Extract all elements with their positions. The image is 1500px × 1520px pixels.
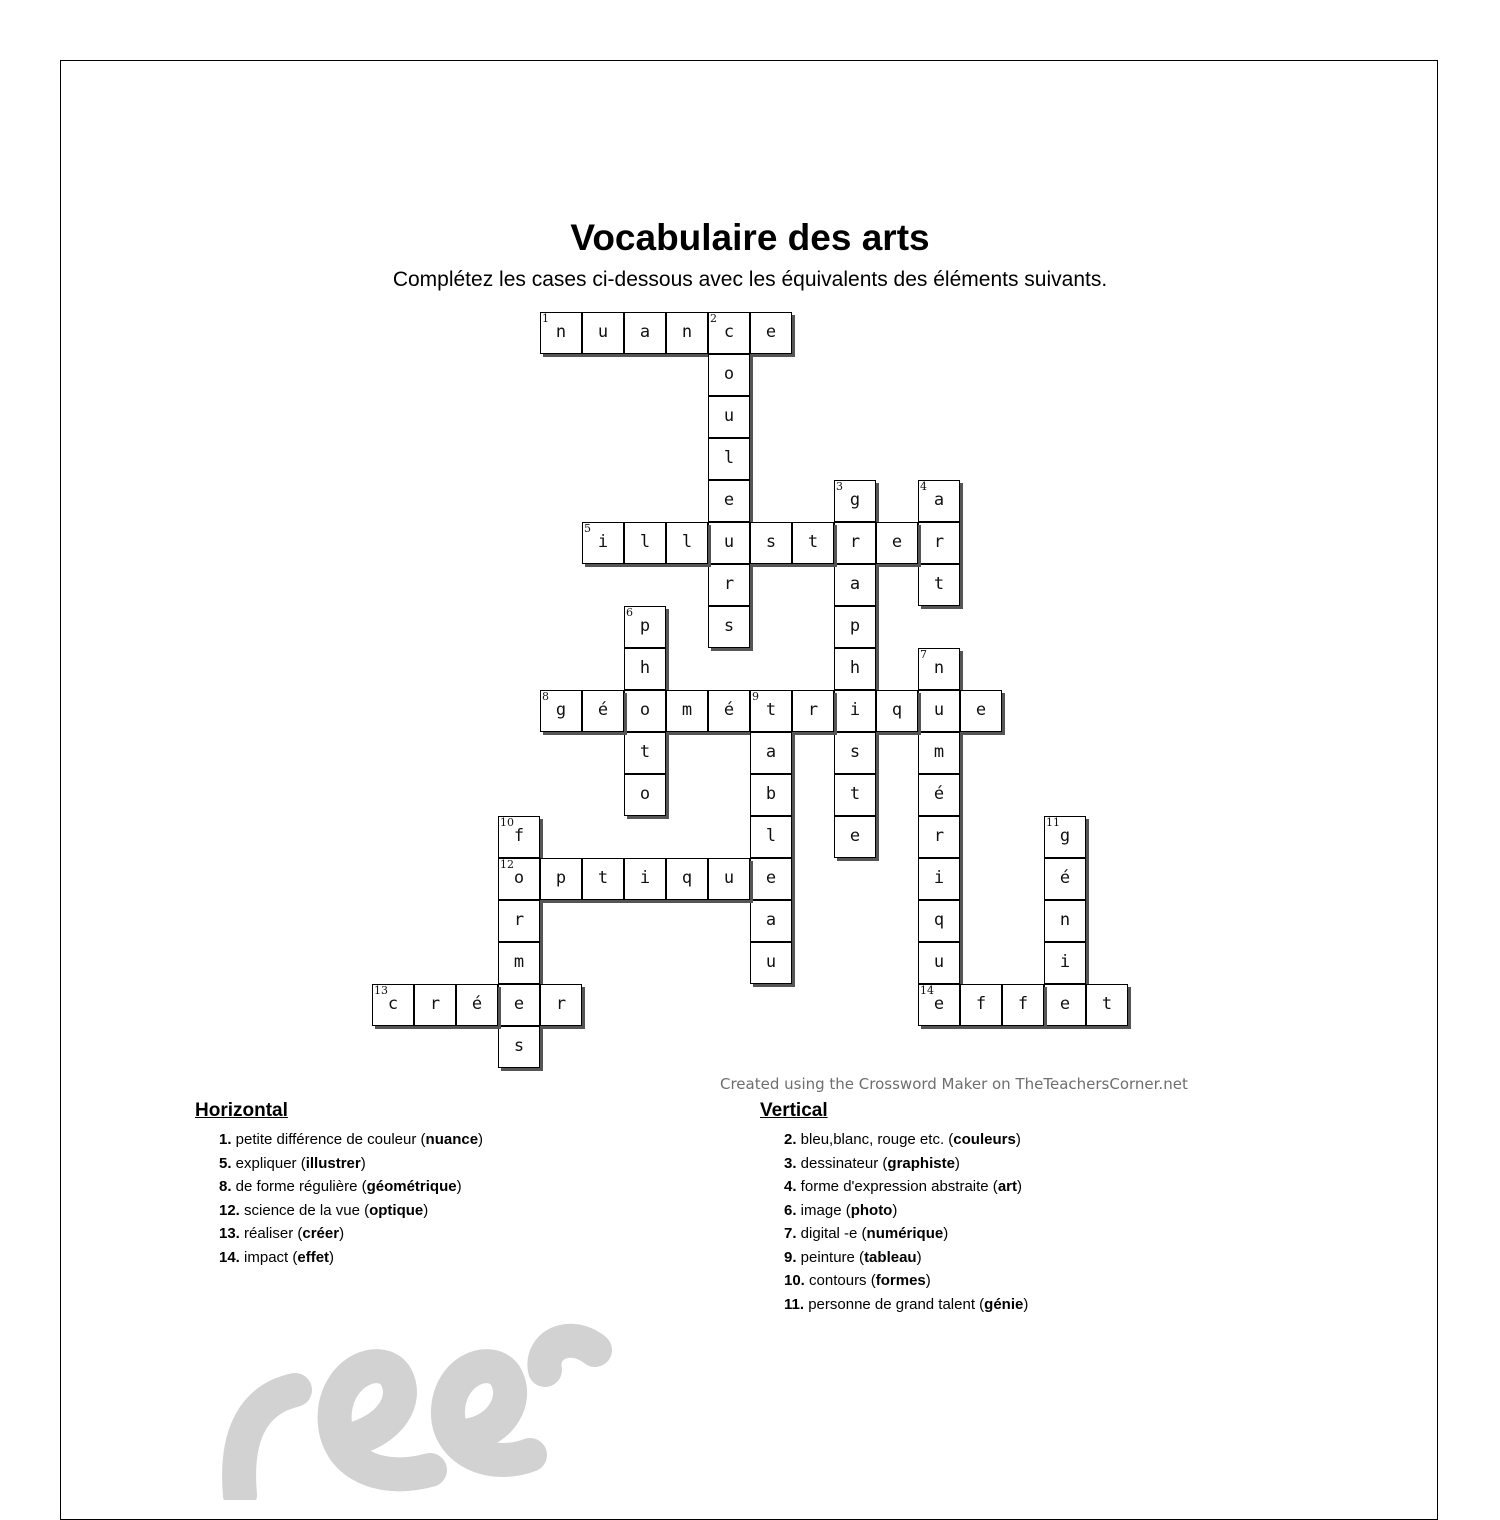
crossword-cell[interactable] [876, 690, 918, 732]
crossword-cell[interactable] [918, 774, 960, 816]
clue-number: 11 [1046, 816, 1060, 829]
crossword-cell[interactable] [834, 480, 876, 522]
credit-line: Created using the Crossword Maker on TheTeachersCorner.net [720, 1075, 1188, 1093]
clue-number-label: 8. [219, 1178, 232, 1195]
crossword-cell[interactable] [834, 690, 876, 732]
crossword-cell[interactable] [918, 522, 960, 564]
cell-letter: b [765, 784, 777, 804]
crossword-cell[interactable] [1044, 942, 1086, 984]
crossword-cell[interactable] [750, 858, 792, 900]
horizontal-clue [219, 1222, 483, 1246]
crossword-cell[interactable] [624, 312, 666, 354]
clue-number: 3 [836, 480, 843, 493]
cell-letter: t [765, 700, 777, 720]
clue-number: 5 [584, 522, 591, 535]
clue-text: image ( [796, 1201, 851, 1219]
horizontal-clue [219, 1175, 483, 1199]
clue-answer: géométrique [366, 1178, 457, 1195]
clue-text: ) [892, 1201, 898, 1219]
crossword-cell[interactable] [834, 732, 876, 774]
cell-letter: g [849, 490, 861, 510]
cell-letter: a [933, 490, 945, 510]
cell-letter: i [639, 868, 651, 888]
clue-text: ) [943, 1225, 949, 1242]
cell-letter: o [639, 784, 651, 804]
crossword-cell[interactable] [792, 522, 834, 564]
clue-answer: formes [875, 1272, 926, 1289]
horizontal-clue [219, 1128, 483, 1152]
cell-letter: h [849, 658, 861, 678]
clue-number: 6 [626, 606, 633, 619]
cell-letter: r [555, 994, 567, 1014]
cell-letter: o [639, 700, 651, 720]
cell-letter: n [1059, 910, 1071, 930]
clue-text: ) [339, 1225, 345, 1242]
cell-letter: n [681, 322, 693, 342]
cell-letter: u [723, 406, 735, 426]
crossword-cell[interactable] [750, 732, 792, 774]
cell-letter: c [387, 994, 399, 1014]
cell-letter: e [849, 826, 861, 846]
cell-letter: t [933, 574, 945, 594]
clue-text: personne de grand talent ( [804, 1295, 985, 1313]
clue-number: 13 [374, 984, 388, 997]
vertical-clue [784, 1269, 1028, 1293]
crossword-cell[interactable] [540, 984, 582, 1026]
crossword-cell[interactable] [1086, 984, 1128, 1026]
crossword-cell[interactable] [750, 942, 792, 984]
clue-text: ) [360, 1154, 366, 1172]
clue-text: bleu,blanc, rouge etc. ( [796, 1131, 954, 1148]
crossword-cell[interactable] [414, 984, 456, 1026]
clue-answer: créer [302, 1225, 340, 1242]
crossword-cell[interactable] [498, 900, 540, 942]
clue-number: 7 [920, 648, 927, 661]
clue-number-label: 12. [219, 1201, 240, 1219]
clue-text: ) [423, 1201, 429, 1219]
cell-letter: e [723, 490, 735, 510]
clue-number: 4 [920, 480, 927, 493]
cell-letter: r [429, 994, 441, 1014]
cell-letter: t [597, 868, 609, 888]
vertical-clue [784, 1175, 1028, 1199]
crossword-cell[interactable] [834, 522, 876, 564]
crossword-cell[interactable] [918, 984, 960, 1026]
cell-letter: e [1059, 994, 1071, 1014]
crossword-cell[interactable] [666, 312, 708, 354]
cell-letter: f [513, 826, 525, 846]
cell-letter: u [597, 322, 609, 342]
crossword-cell[interactable] [498, 984, 540, 1026]
clue-text: forme d'expression abstraite ( [796, 1178, 998, 1195]
crossword-cell[interactable] [918, 816, 960, 858]
crossword-cell[interactable] [582, 858, 624, 900]
vertical-clue [784, 1222, 1028, 1246]
cell-letter: g [555, 700, 567, 720]
crossword-cell[interactable] [708, 438, 750, 480]
clue-number-label: 10. [784, 1272, 805, 1289]
cell-letter: q [891, 700, 903, 720]
cell-letter: i [597, 532, 609, 552]
cell-letter: a [639, 322, 651, 342]
cell-letter: l [765, 826, 777, 846]
cell-letter: q [681, 868, 693, 888]
clue-text: science de la vue ( [239, 1201, 370, 1219]
clue-number: 8 [542, 690, 549, 703]
cell-letter: o [723, 364, 735, 384]
crossword-cell[interactable] [540, 690, 582, 732]
clue-number-label: 7. [784, 1225, 797, 1242]
clue-text: ) [925, 1272, 931, 1289]
vertical-heading: Vertical [760, 1100, 828, 1121]
crossword-cell[interactable] [708, 396, 750, 438]
crossword-cell[interactable] [624, 690, 666, 732]
cell-letter: m [681, 700, 693, 720]
cell-letter: f [975, 994, 987, 1014]
crossword-cell[interactable] [624, 606, 666, 648]
clue-number-label: 11. [784, 1295, 805, 1313]
clue-answer: graphiste [887, 1154, 955, 1172]
crossword-cell[interactable] [540, 312, 582, 354]
clue-text: ) [1017, 1178, 1022, 1195]
crossword-cell[interactable] [708, 522, 750, 564]
crossword-cell[interactable] [666, 522, 708, 564]
cell-letter: i [1059, 952, 1071, 972]
cell-letter: i [849, 700, 861, 720]
crossword-cell[interactable] [918, 732, 960, 774]
cell-letter: n [555, 322, 567, 342]
clue-text: petite différence de couleur ( [231, 1131, 426, 1148]
crossword-cell[interactable] [372, 984, 414, 1026]
crossword-cell[interactable] [918, 900, 960, 942]
crossword-cell[interactable] [708, 858, 750, 900]
cell-letter: s [849, 742, 861, 762]
crossword-cell[interactable] [498, 858, 540, 900]
crossword-cell[interactable] [750, 312, 792, 354]
cell-letter: a [765, 742, 777, 762]
page-subtitle: Complétez les cases ci-dessous avec les équivalents des éléments suivants. [392, 268, 1108, 291]
clue-text: expliquer ( [231, 1154, 306, 1172]
crossword-cell[interactable] [708, 312, 750, 354]
crossword-cell[interactable] [666, 690, 708, 732]
cell-letter: e [765, 322, 777, 342]
cell-letter: c [723, 322, 735, 342]
clue-number-label: 9. [784, 1248, 797, 1266]
cell-letter: e [513, 994, 525, 1014]
cell-letter: r [933, 826, 945, 846]
clue-text: ) [1023, 1295, 1029, 1313]
clue-number-label: 2. [784, 1131, 797, 1148]
crossword-cell[interactable] [918, 480, 960, 522]
watermark-script [200, 1320, 620, 1500]
clue-number: 14 [920, 984, 934, 997]
crossword-cell[interactable] [1044, 900, 1086, 942]
vertical-clue [784, 1293, 1028, 1317]
cell-letter: l [639, 532, 651, 552]
crossword-cell[interactable] [834, 774, 876, 816]
clue-text: digital -e ( [796, 1225, 867, 1242]
clue-text: peinture ( [796, 1248, 865, 1266]
crossword-cell[interactable] [582, 312, 624, 354]
crossword-cell[interactable] [708, 480, 750, 522]
clue-text: ) [329, 1248, 335, 1266]
clue-answer: effet [297, 1248, 330, 1266]
crossword-cell[interactable] [624, 648, 666, 690]
crossword-cell[interactable] [624, 732, 666, 774]
crossword-cell[interactable] [750, 522, 792, 564]
cell-letter: s [513, 1036, 525, 1056]
cell-letter: t [807, 532, 819, 552]
cell-letter: m [933, 742, 945, 762]
cell-letter: t [1101, 994, 1113, 1014]
clue-number: 1 [542, 312, 549, 325]
vertical-clue [784, 1152, 1028, 1176]
crossword-cell[interactable] [708, 354, 750, 396]
cell-letter: f [1017, 994, 1029, 1014]
crossword-cell[interactable] [918, 858, 960, 900]
cell-letter: l [681, 532, 693, 552]
crossword-cell[interactable] [456, 984, 498, 1026]
clue-answer: optique [369, 1201, 424, 1219]
crossword-cell[interactable] [624, 522, 666, 564]
cell-letter: m [513, 952, 525, 972]
crossword-cell[interactable] [792, 690, 834, 732]
clue-text: contours ( [804, 1272, 876, 1289]
cell-letter: r [849, 532, 861, 552]
clue-text: de forme régulière ( [231, 1178, 367, 1195]
crossword-cell[interactable] [1044, 816, 1086, 858]
clue-text: dessinateur ( [796, 1154, 888, 1172]
cell-letter: u [723, 868, 735, 888]
crossword-cell[interactable] [750, 774, 792, 816]
clue-text: réaliser ( [239, 1225, 303, 1242]
crossword-cell[interactable] [708, 690, 750, 732]
crossword-cell[interactable] [918, 690, 960, 732]
clue-number-label: 5. [219, 1154, 232, 1172]
clue-answer: couleurs [953, 1131, 1016, 1148]
crossword-cell[interactable] [834, 564, 876, 606]
cell-letter: é [1059, 868, 1071, 888]
crossword-cell[interactable] [498, 1026, 540, 1068]
clue-text: ) [954, 1154, 960, 1172]
crossword-cell[interactable] [666, 858, 708, 900]
crossword-cell[interactable] [750, 690, 792, 732]
crossword-cell[interactable] [918, 564, 960, 606]
clue-text: ) [456, 1178, 462, 1195]
cell-letter: e [975, 700, 987, 720]
cell-letter: p [849, 616, 861, 636]
cell-letter: h [639, 658, 651, 678]
cell-letter: a [765, 910, 777, 930]
horizontal-clue [219, 1246, 483, 1270]
cell-letter: t [849, 784, 861, 804]
crossword-cell[interactable] [1002, 984, 1044, 1026]
cell-letter: u [765, 952, 777, 972]
cell-letter: é [471, 994, 483, 1014]
cell-letter: g [1059, 826, 1071, 846]
cell-letter: s [723, 616, 735, 636]
clue-text: impact ( [239, 1248, 298, 1266]
cell-letter: s [765, 532, 777, 552]
clue-answer: photo [850, 1201, 893, 1219]
crossword-cell[interactable] [498, 816, 540, 858]
clue-number: 12 [500, 858, 514, 871]
cell-letter: r [807, 700, 819, 720]
clue-number: 9 [752, 690, 759, 703]
cell-letter: l [723, 448, 735, 468]
crossword-cell[interactable] [750, 816, 792, 858]
cell-letter: n [933, 658, 945, 678]
cell-letter: u [933, 700, 945, 720]
cell-letter: p [555, 868, 567, 888]
cell-letter: u [933, 952, 945, 972]
crossword-cell[interactable] [1044, 984, 1086, 1026]
clue-text: ) [916, 1248, 922, 1266]
cell-letter: r [513, 910, 525, 930]
clue-answer: illustrer [305, 1154, 361, 1172]
crossword-cell[interactable] [834, 648, 876, 690]
cell-letter: é [933, 784, 945, 804]
cell-letter: u [723, 532, 735, 552]
vertical-clue [784, 1246, 1028, 1270]
crossword-cell[interactable] [582, 522, 624, 564]
clue-text: ) [1015, 1131, 1021, 1148]
crossword-cell[interactable] [624, 858, 666, 900]
horizontal-clue-list [219, 1128, 483, 1269]
horizontal-clue [219, 1199, 483, 1223]
cell-letter: t [639, 742, 651, 762]
crossword-cell[interactable] [834, 606, 876, 648]
cell-letter: e [933, 994, 945, 1014]
clue-number-label: 13. [219, 1225, 240, 1242]
vertical-clue [784, 1199, 1028, 1223]
vertical-clue-list [784, 1128, 1028, 1316]
clue-number-label: 14. [219, 1248, 240, 1266]
crossword-cell[interactable] [960, 984, 1002, 1026]
clue-number-label: 1. [219, 1131, 232, 1148]
clue-text: ) [478, 1131, 484, 1148]
clue-answer: nuance [425, 1131, 479, 1148]
crossword-cell[interactable] [876, 522, 918, 564]
crossword-cell[interactable] [918, 648, 960, 690]
page-title: Vocabulaire des arts [570, 217, 930, 258]
horizontal-clue [219, 1152, 483, 1176]
cell-letter: i [933, 868, 945, 888]
clue-answer: art [997, 1178, 1017, 1195]
crossword-cell[interactable] [498, 942, 540, 984]
cell-letter: o [513, 868, 525, 888]
crossword-cell[interactable] [834, 816, 876, 858]
clue-number: 10 [500, 816, 514, 829]
cell-letter: r [723, 574, 735, 594]
crossword-cell[interactable] [750, 900, 792, 942]
crossword-cell[interactable] [960, 690, 1002, 732]
crossword-cell[interactable] [624, 774, 666, 816]
cell-letter: é [723, 700, 735, 720]
clue-number-label: 6. [784, 1201, 797, 1219]
crossword-cell[interactable] [708, 564, 750, 606]
crossword-cell[interactable] [708, 606, 750, 648]
crossword-cell[interactable] [918, 942, 960, 984]
cell-letter: e [891, 532, 903, 552]
clue-number: 2 [710, 312, 717, 325]
cell-letter: p [639, 616, 651, 636]
cell-letter: é [597, 700, 609, 720]
crossword-cell[interactable] [540, 858, 582, 900]
clue-number-label: 3. [784, 1154, 797, 1172]
clue-answer: tableau [864, 1248, 917, 1266]
horizontal-heading: Horizontal [195, 1100, 288, 1121]
clue-number-label: 4. [784, 1178, 797, 1195]
cell-letter: a [849, 574, 861, 594]
cell-letter: q [933, 910, 945, 930]
crossword-cell[interactable] [1044, 858, 1086, 900]
clue-answer: numérique [866, 1225, 944, 1242]
crossword-cell[interactable] [582, 690, 624, 732]
cell-letter: e [765, 868, 777, 888]
cell-letter: r [933, 532, 945, 552]
clue-answer: génie [984, 1295, 1024, 1313]
vertical-clue [784, 1128, 1028, 1152]
